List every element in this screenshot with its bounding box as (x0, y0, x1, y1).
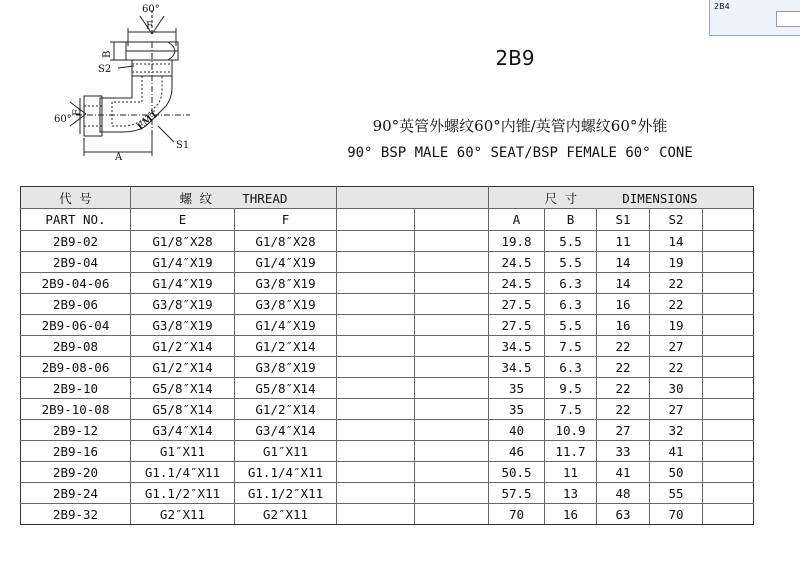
cell-s2: 30 (650, 378, 703, 399)
cell-part: 2B9-24 (21, 483, 131, 504)
cell-blank (415, 294, 489, 315)
cell-f: G1.1/4″X11 (235, 462, 337, 483)
cell-s2: 27 (650, 336, 703, 357)
cell-s1: 22 (597, 378, 650, 399)
table-row (21, 504, 754, 525)
corner-window-label: 2B4 (714, 2, 730, 11)
cell-e: G3/8″X19 (131, 294, 235, 315)
cell-b: 13 (545, 483, 597, 504)
cell-blank (703, 483, 754, 504)
cell-s2: 27 (650, 399, 703, 420)
cell-f: G1/4″X19 (235, 252, 337, 273)
cell-b: 5.5 (545, 315, 597, 336)
cell-f: G1/2″X14 (235, 336, 337, 357)
cell-s1: 27 (597, 420, 650, 441)
cell-blank (337, 231, 415, 252)
cell-e: G1/2″X14 (131, 357, 235, 378)
header-thread-en: THREAD (242, 190, 288, 206)
cell-blank (703, 504, 754, 525)
cell-part: 2B9-20 (21, 462, 131, 483)
cell-blank (703, 357, 754, 378)
cell-a: 27.5 (489, 294, 545, 315)
cell-e: G1″X11 (131, 441, 235, 462)
cell-blank (337, 378, 415, 399)
cell-blank (337, 252, 415, 273)
cell-e: G5/8″X14 (131, 399, 235, 420)
cell-s1: 22 (597, 399, 650, 420)
top-angle-label: 60° (142, 4, 160, 15)
cell-blank (415, 441, 489, 462)
cell-blank (415, 336, 489, 357)
cell-f: G1/2″X14 (235, 399, 337, 420)
cell-s1: 11 (597, 231, 650, 252)
cell-b: 6.3 (545, 294, 597, 315)
cell-s2: 14 (650, 231, 703, 252)
cell-a: 24.5 (489, 252, 545, 273)
cell-s1: 16 (597, 315, 650, 336)
cell-e: G1.1/2″X11 (131, 483, 235, 504)
cell-s2: 19 (650, 252, 703, 273)
cell-a: 40 (489, 420, 545, 441)
cell-s2: 41 (650, 441, 703, 462)
header-blank-1 (337, 187, 489, 209)
cell-blank (703, 441, 754, 462)
cell-b: 6.3 (545, 273, 597, 294)
cell-blank (337, 273, 415, 294)
cell-blank (703, 294, 754, 315)
title-chinese: 90°英管外螺纹60°内锥/英管内螺纹60°外锥 (372, 117, 668, 135)
cell-a: 19.8 (489, 231, 545, 252)
cell-blank (703, 420, 754, 441)
cell-e: G1/4″X19 (131, 273, 235, 294)
cell-blank (703, 231, 754, 252)
cell-b: 10.9 (545, 420, 597, 441)
title-english: 90° BSP MALE 60° SEAT/BSP FEMALE 60° CONE (347, 145, 693, 161)
cell-e: G3/4″X14 (131, 420, 235, 441)
table-row (21, 315, 754, 336)
table-row (21, 441, 754, 462)
header-col-f: F (235, 209, 337, 231)
header-code-en: PART NO. (21, 209, 131, 231)
cell-blank (337, 420, 415, 441)
cell-f: G1.1/2″X11 (235, 483, 337, 504)
header-code-cn: 代 号 (21, 187, 131, 209)
table-body (21, 231, 754, 525)
cell-blank (415, 504, 489, 525)
header-col-s1: S1 (597, 209, 650, 231)
cell-blank (415, 273, 489, 294)
cell-e: G1/2″X14 (131, 336, 235, 357)
cell-s1: 22 (597, 357, 650, 378)
corner-window[interactable] (709, 0, 800, 36)
cell-blank (703, 462, 754, 483)
cell-blank (337, 441, 415, 462)
header-col-e: E (131, 209, 235, 231)
cell-f: G3/4″X14 (235, 420, 337, 441)
cell-blank (703, 378, 754, 399)
cell-f: G1″X11 (235, 441, 337, 462)
cell-blank (415, 315, 489, 336)
cell-s2: 19 (650, 315, 703, 336)
cell-f: G3/8″X19 (235, 273, 337, 294)
cell-s1: 22 (597, 336, 650, 357)
cell-blank (703, 252, 754, 273)
cell-blank (415, 252, 489, 273)
cell-f: G1/8″X28 (235, 231, 337, 252)
table-row (21, 399, 754, 420)
header-size-en: DIMENSIONS (622, 190, 698, 206)
table-row (21, 462, 754, 483)
cell-part: 2B9-06-04 (21, 315, 131, 336)
cell-a: 46 (489, 441, 545, 462)
table-row (21, 294, 754, 315)
cell-blank (415, 357, 489, 378)
cell-e: G3/8″X19 (131, 315, 235, 336)
table-row (21, 483, 754, 504)
cell-blank (415, 420, 489, 441)
cell-a: 50.5 (489, 462, 545, 483)
e-label: E (72, 108, 83, 116)
corner-window-button[interactable] (776, 11, 800, 27)
cell-b: 5.5 (545, 231, 597, 252)
cell-blank (337, 315, 415, 336)
cell-e: G1/4″X19 (131, 252, 235, 273)
cell-f: G1/4″X19 (235, 315, 337, 336)
header-col-a: A (489, 209, 545, 231)
cell-f: G3/8″X19 (235, 357, 337, 378)
cell-a: 27.5 (489, 315, 545, 336)
header-row-2 (21, 209, 754, 231)
cell-part: 2B9-08 (21, 336, 131, 357)
cell-e: G1.1/4″X11 (131, 462, 235, 483)
cell-blank (337, 357, 415, 378)
cell-blank (703, 399, 754, 420)
logo-text: EMT (135, 109, 161, 133)
cell-part: 2B9-16 (21, 441, 131, 462)
product-code: 2B9 (495, 46, 535, 70)
header-size-cn: 尺 寸 (544, 190, 578, 206)
cell-b: 6.3 (545, 357, 597, 378)
fitting-drawing (40, 2, 220, 162)
header-row-1 (21, 187, 754, 209)
table-row (21, 231, 754, 252)
cell-part: 2B9-06 (21, 294, 131, 315)
cell-s2: 50 (650, 462, 703, 483)
cell-s2: 55 (650, 483, 703, 504)
cell-s1: 41 (597, 462, 650, 483)
cell-part: 2B9-10 (21, 378, 131, 399)
b-label: B (102, 50, 113, 58)
cell-b: 11.7 (545, 441, 597, 462)
cell-f: G2″X11 (235, 504, 337, 525)
cell-part: 2B9-04 (21, 252, 131, 273)
s2-label: S2 (98, 64, 112, 75)
cell-blank (337, 483, 415, 504)
cell-blank (415, 483, 489, 504)
header-col-b: B (545, 209, 597, 231)
cell-b: 7.5 (545, 336, 597, 357)
cell-blank (703, 273, 754, 294)
cell-b: 7.5 (545, 399, 597, 420)
cell-s1: 14 (597, 273, 650, 294)
dimensions-table (20, 186, 754, 525)
table-row (21, 378, 754, 399)
header-blank-4 (703, 209, 754, 231)
cell-s2: 70 (650, 504, 703, 525)
cell-blank (415, 462, 489, 483)
cell-a: 34.5 (489, 336, 545, 357)
s1-label: S1 (176, 140, 190, 151)
cell-a: 57.5 (489, 483, 545, 504)
header-size (489, 187, 754, 209)
cell-blank (337, 504, 415, 525)
cell-s2: 22 (650, 273, 703, 294)
cell-s1: 48 (597, 483, 650, 504)
table-row (21, 420, 754, 441)
cell-a: 35 (489, 378, 545, 399)
cell-blank (415, 399, 489, 420)
cell-part: 2B9-08-06 (21, 357, 131, 378)
cell-s1: 33 (597, 441, 650, 462)
header-col-s2: S2 (650, 209, 703, 231)
cell-s1: 14 (597, 252, 650, 273)
cell-blank (337, 462, 415, 483)
cell-f: G3/8″X19 (235, 294, 337, 315)
cell-blank (703, 315, 754, 336)
cell-blank (337, 294, 415, 315)
cell-part: 2B9-04-06 (21, 273, 131, 294)
cell-a: 35 (489, 399, 545, 420)
cell-s1: 16 (597, 294, 650, 315)
side-angle-label: 60° (54, 114, 72, 125)
cell-blank (337, 399, 415, 420)
cell-part: 2B9-02 (21, 231, 131, 252)
cell-a: 70 (489, 504, 545, 525)
cell-s1: 63 (597, 504, 650, 525)
header-blank-2 (337, 209, 415, 231)
table-row (21, 252, 754, 273)
cell-e: G2″X11 (131, 504, 235, 525)
cell-s2: 22 (650, 294, 703, 315)
header-thread (131, 187, 337, 209)
cell-part: 2B9-32 (21, 504, 131, 525)
cell-b: 11 (545, 462, 597, 483)
cell-b: 5.5 (545, 252, 597, 273)
cell-blank (337, 336, 415, 357)
cell-f: G5/8″X14 (235, 378, 337, 399)
cell-part: 2B9-12 (21, 420, 131, 441)
table-row (21, 336, 754, 357)
cell-b: 16 (545, 504, 597, 525)
table-row (21, 357, 754, 378)
cell-e: G1/8″X28 (131, 231, 235, 252)
table-row (21, 273, 754, 294)
cell-e: G5/8″X14 (131, 378, 235, 399)
header-thread-cn: 螺 纹 (179, 190, 213, 206)
cell-blank (415, 231, 489, 252)
header-blank-3 (415, 209, 489, 231)
cell-part: 2B9-10-08 (21, 399, 131, 420)
cell-s2: 32 (650, 420, 703, 441)
f-label: F (146, 21, 153, 32)
a-label: A (115, 152, 123, 162)
cell-a: 24.5 (489, 273, 545, 294)
cell-blank (415, 378, 489, 399)
cell-b: 9.5 (545, 378, 597, 399)
cell-s2: 22 (650, 357, 703, 378)
cell-blank (703, 336, 754, 357)
cell-a: 34.5 (489, 357, 545, 378)
